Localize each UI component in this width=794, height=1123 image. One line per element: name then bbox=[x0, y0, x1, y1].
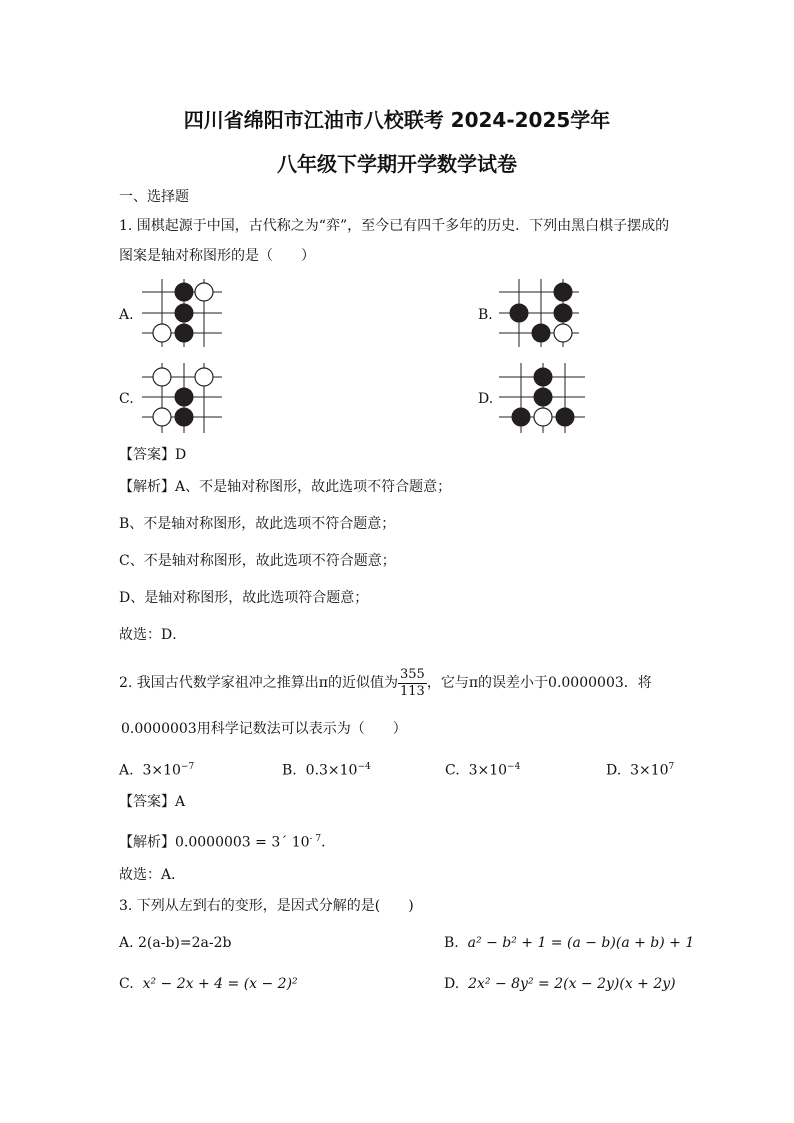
fraction-numerator: 355 bbox=[400, 666, 425, 682]
go-board-a bbox=[140, 277, 224, 349]
question-2-line-1 bbox=[119, 664, 652, 702]
q3-option-c-label: C. bbox=[119, 976, 134, 992]
white-stone bbox=[153, 408, 171, 426]
question-2-text-b: ，它与π的误差小于0.0000003．将 bbox=[426, 675, 652, 691]
q1-conclusion: 故选：D． bbox=[119, 627, 187, 643]
question-2-line-2: 0.0000003用科学记数法可以表示为（ ） bbox=[121, 721, 407, 737]
black-stone bbox=[554, 304, 572, 322]
black-stone bbox=[534, 368, 552, 386]
q1-analysis-2: B、不是轴对称图形，故此选项不符合题意； bbox=[119, 516, 396, 532]
q2-option-d-exponent: 7 bbox=[668, 762, 675, 772]
q2-option-b[interactable] bbox=[282, 758, 371, 780]
q2-option-c-label: C. bbox=[445, 762, 460, 779]
q3-option-b-label: B. bbox=[444, 935, 459, 951]
white-stone bbox=[554, 324, 572, 342]
black-stone bbox=[532, 324, 550, 342]
go-board-d bbox=[497, 361, 587, 435]
q1-analysis-4: D、是轴对称图形，故此选项符合题意； bbox=[119, 590, 369, 606]
q2-analysis-end: ． bbox=[321, 834, 336, 851]
black-stone bbox=[175, 324, 193, 342]
q1-analysis-1: 【解析】A、不是轴对称图形，故此选项不符合题意； bbox=[119, 479, 452, 495]
q2-analysis-label: 【解析】 bbox=[119, 834, 175, 851]
q2-option-b-exponent: −4 bbox=[357, 762, 371, 772]
q2-option-a-exponent: −7 bbox=[180, 762, 195, 772]
black-stone bbox=[556, 408, 574, 426]
page-subtitle: 八年级下学期开学数学试卷 bbox=[277, 152, 517, 176]
q3-option-c[interactable] bbox=[119, 975, 298, 993]
fraction-denominator: 113 bbox=[400, 683, 425, 699]
black-stone bbox=[175, 304, 193, 322]
option-a-label: A. bbox=[119, 307, 134, 323]
q2-option-d-base: 3×10 bbox=[630, 762, 669, 779]
go-board-c bbox=[140, 361, 224, 435]
option-b-label: B. bbox=[478, 307, 493, 323]
q2-option-a-base: 3×10 bbox=[142, 762, 181, 779]
q3-option-d-expression: 2x² − 8y² = 2(x − 2y)(x + 2y) bbox=[468, 976, 676, 992]
section-heading: 一、选择题 bbox=[119, 189, 189, 205]
black-stone bbox=[554, 283, 572, 301]
q2-option-b-base: 0.3×10 bbox=[305, 762, 358, 779]
white-stone bbox=[195, 283, 213, 301]
q3-option-c-expression: x² − 2x + 4 = (x − 2)² bbox=[142, 976, 298, 992]
q2-analysis bbox=[119, 830, 335, 852]
white-stone bbox=[534, 408, 552, 426]
black-stone bbox=[175, 388, 193, 406]
white-stone bbox=[153, 368, 171, 386]
q3-option-a[interactable]: A. 2(a-b)=2a-2b bbox=[119, 935, 232, 951]
black-stone bbox=[175, 408, 193, 426]
fraction-355-113 bbox=[398, 667, 427, 700]
page-title: 四川省绵阳市江油市八校联考 2024-2025学年 bbox=[183, 108, 611, 132]
q2-analysis-expression: 0.0000003 = 3´ 10 bbox=[175, 834, 310, 851]
q1-analysis-3: C、不是轴对称图形，故此选项不符合题意； bbox=[119, 553, 396, 569]
q2-conclusion: 故选：A． bbox=[119, 867, 186, 883]
black-stone bbox=[534, 388, 552, 406]
black-stone bbox=[510, 304, 528, 322]
go-board-b bbox=[497, 277, 581, 349]
q3-option-b[interactable] bbox=[444, 934, 694, 952]
q2-analysis-exponent: - 7 bbox=[309, 834, 322, 844]
question-2-text-a: 2. 我国古代数学家祖冲之推算出π的近似值为 bbox=[119, 675, 399, 691]
q2-option-c-base: 3×10 bbox=[468, 762, 508, 779]
q2-option-c[interactable] bbox=[445, 758, 520, 780]
q2-option-b-label: B. bbox=[282, 762, 297, 779]
question-1-line-2: 图案是轴对称图形的是（ ） bbox=[119, 248, 315, 264]
question-3-text: 3. 下列从左到右的变形，是因式分解的是( ) bbox=[119, 898, 414, 914]
q3-option-d[interactable] bbox=[444, 975, 676, 993]
black-stone bbox=[175, 283, 193, 301]
q2-option-d[interactable] bbox=[606, 758, 674, 780]
white-stone bbox=[195, 368, 213, 386]
q3-option-d-label: D. bbox=[444, 976, 460, 992]
option-d-label: D. bbox=[478, 391, 494, 407]
q2-option-a-label: A. bbox=[119, 762, 134, 779]
q3-option-b-expression: a² − b² + 1 = (a − b)(a + b) + 1 bbox=[467, 935, 695, 951]
q1-answer: 【答案】D bbox=[119, 447, 187, 463]
q2-option-a[interactable] bbox=[119, 758, 194, 780]
q2-answer: 【答案】A bbox=[119, 794, 186, 810]
option-c-label: C. bbox=[119, 391, 134, 407]
q2-option-c-exponent: −4 bbox=[507, 762, 521, 772]
q2-option-d-label: D. bbox=[606, 762, 622, 779]
question-1-line-1: 1. 围棋起源于中国，古代称之为“弈”，至今已有四千多年的历史．下列由黑白棋子摆成的 bbox=[119, 218, 670, 234]
white-stone bbox=[153, 324, 171, 342]
black-stone bbox=[512, 408, 530, 426]
